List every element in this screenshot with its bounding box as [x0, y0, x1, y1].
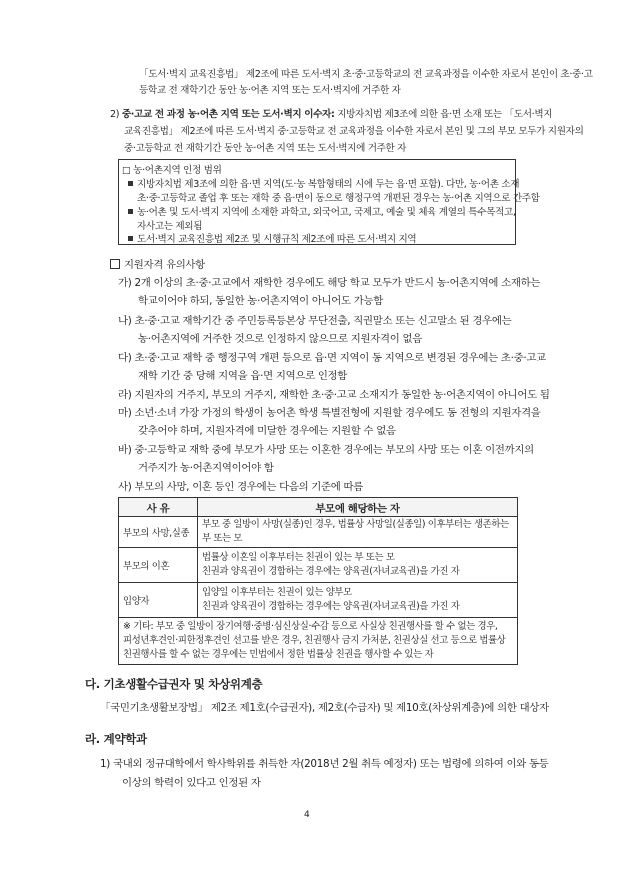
- item-2-number: 2): [110, 109, 120, 120]
- table-row: [119, 517, 518, 548]
- note-ma-line-1: 마) 소년·소녀 가장 가정의 학생이 농어촌 학생 특별전형에 지원할 경우에도 동 전형의 지원자격을: [118, 407, 541, 419]
- item-2-line-2: 교육진흥법」 제2조에 따른 도서·벽지 중·고등학교 전 교육과정을 이수한 자로서 본인 및 그의 부모 모두가 지원자의: [124, 126, 584, 137]
- region-bullet-1-line-1: 지방자치법 제3조에 의한 읍·면 지역(도·농 복합형태의 시에 두는 읍·면 포함). 다만, 농·어촌 소재: [128, 176, 519, 190]
- note-ga-line-2: 학교이어야 하되, 동일한 농·어촌지역이 아니어도 가능함: [138, 295, 383, 307]
- intro-line-2: 등학교 전 재학기간 동안 농·어촌 지역 또는 도서·벽지에 거주한 자: [139, 85, 401, 96]
- region-box-heading: □ 농·어촌지역 인정 범위: [122, 165, 222, 176]
- region-bullet-1-line-2: 초·중·고등학교 졸업 후 또는 재학 중 읍·면이 동으로 행정구역 개편된 경우는 농·어촌 지역으로 간주함: [137, 193, 540, 204]
- notes-heading: 지원자격 유의사항: [110, 256, 205, 271]
- note-ra: 라) 지원자의 거주지, 부모의 거주지, 재학한 초·중·고교 소재지가 동일한 농·어촌지역이 아니어도 됨: [118, 389, 550, 401]
- reason-table: [118, 497, 518, 665]
- checkbox-icon: □: [122, 166, 131, 176]
- row-detail: 부모 중 일방이 사망(실종)인 경우, 법률상 사망일(실종일) 이후부터는 생존하는 부 또는 모: [198, 517, 518, 548]
- table-row: [119, 548, 518, 583]
- row-reason: 부모의 사망,실종: [119, 517, 198, 548]
- note-ba-line-2: 거주지가 농·어촌지역이어야 함: [138, 462, 274, 474]
- note-na-line-1: 나) 초·중·고교 재학기간 중 주민등록등본상 무단전출, 직권말소 또는 신고말소 된 경우에는: [118, 315, 512, 327]
- region-bullet-2-line-2: 자사고는 제외됨: [137, 221, 203, 232]
- table-footnote: ※ 기타: 부모 중 일방이 장기여행·중병·심신상실·수감 등으로 사실상 친권행사를 할 수 없는 경우, 피성년후견인·피한정후견인 선고를 받은 경우, 친권행사 금지 가처분, 친권상실 선고 등으로 법률상 친권행사를 할 수 없는 경우에는 민법에서 정한 법률상 친권을 행사할 수 있는 자: [119, 618, 518, 665]
- note-na-line-2: 농·어촌지역에 거주한 것으로 인정하지 않으므로 지원자격이 없음: [138, 333, 422, 345]
- item-2-line-1: [110, 106, 552, 120]
- item-2-rest: 지방자치법 제3조에 의한 읍·면 소재 또는 「도서·벽지: [334, 109, 553, 120]
- region-bullet-3: 도서·벽지 교육진흥법 제2조 및 시행규칙 제2조에 따른 도서·벽지 지역: [128, 231, 416, 245]
- section-da-body: 「국민기초생활보장법」 제2조 제1호(수급권자), 제2호(수급자) 및 제10호(차상위계층)에 의한 대상자: [100, 702, 549, 714]
- section-ra-line-2: 이상의 학력이 있다고 인정된 자: [122, 777, 261, 789]
- bullet-icon: [128, 181, 133, 186]
- row-detail: 입양일 이후부터는 친권이 있는 양부모 친권과 양육권이 경합하는 경우에는 양육권(자녀교육권)을 가진 자: [198, 583, 518, 618]
- note-da-line-2: 재학 기간 중 당해 지역을 읍·면 지역으로 인정함: [138, 370, 348, 382]
- row-detail: 법률상 이혼일 이후부터는 친권이 있는 부 또는 모 친권과 양육권이 경합하는 경우에는 양육권(자녀교육권)을 가진 자: [198, 548, 518, 583]
- col-parent-header: 부모에 해당하는 자: [198, 498, 518, 517]
- note-ma-line-2: 갖추어야 하며, 지원자격에 미달한 경우에는 지원할 수 없음: [138, 425, 396, 437]
- section-ra-title: 라. 계약학과: [85, 732, 147, 746]
- region-bullet-2-line-1: 농·어촌 및 도서·벽지 지역에 소재한 과학고, 외국어고, 국제고, 예술 및 체육 계열의 특수목적고,: [128, 204, 516, 218]
- intro-line-1: 「도서·벽지 교육진흥법」 제2조에 따른 도서·벽지 초·중·고등학교의 전 교육과정을 이수한 자로서 본인이 초·중·고: [139, 69, 593, 80]
- note-ba-line-1: 바) 중·고등학교 재학 중에 부모가 사망 또는 이혼한 경우에는 부모의 사망 또는 이혼 이전까지의: [118, 444, 534, 456]
- note-ga-line-1: 가) 2개 이상의 초·중·고교에서 재학한 경우에도 해당 학교 모두가 반드시 농·어촌지역에 소재하는: [118, 277, 541, 289]
- table-footnote-row: [119, 618, 518, 665]
- square-icon: [110, 259, 120, 269]
- note-sa: 사) 부모의 사망, 이혼 등인 경우에는 다음의 기준에 따름: [118, 481, 363, 493]
- table-row: [119, 583, 518, 618]
- item-2-line-3: 중·고등학교 전 재학기간 동안 농·어촌 지역 또는 도서·벽지에 거주한 자: [124, 143, 407, 154]
- section-da-title: 다. 기초생활수급권자 및 차상위계층: [85, 677, 263, 691]
- table-header-row: [119, 498, 518, 517]
- col-reason-header: 사 유: [119, 498, 198, 517]
- note-da-line-1: 다) 초·중·고교 재학 중 행정구역 개편 등으로 읍·면 지역이 동 지역으로 변경된 경우에는 초·중·고교: [118, 352, 546, 364]
- bullet-icon: [128, 236, 133, 241]
- item-2-title: 중·고교 전 과정 농·어촌 지역 또는 도서·벽지 이수자:: [121, 109, 335, 120]
- section-ra-line-1: 1) 국내외 정규대학에서 학사학위를 취득한 자(2018년 2월 취득 예정자) 또는 법령에 의하여 이와 동등: [100, 758, 549, 770]
- row-reason: 부모의 이혼: [119, 548, 198, 583]
- page-number: 4: [304, 810, 310, 820]
- bullet-icon: [128, 209, 133, 214]
- row-reason: 입양자: [119, 583, 198, 618]
